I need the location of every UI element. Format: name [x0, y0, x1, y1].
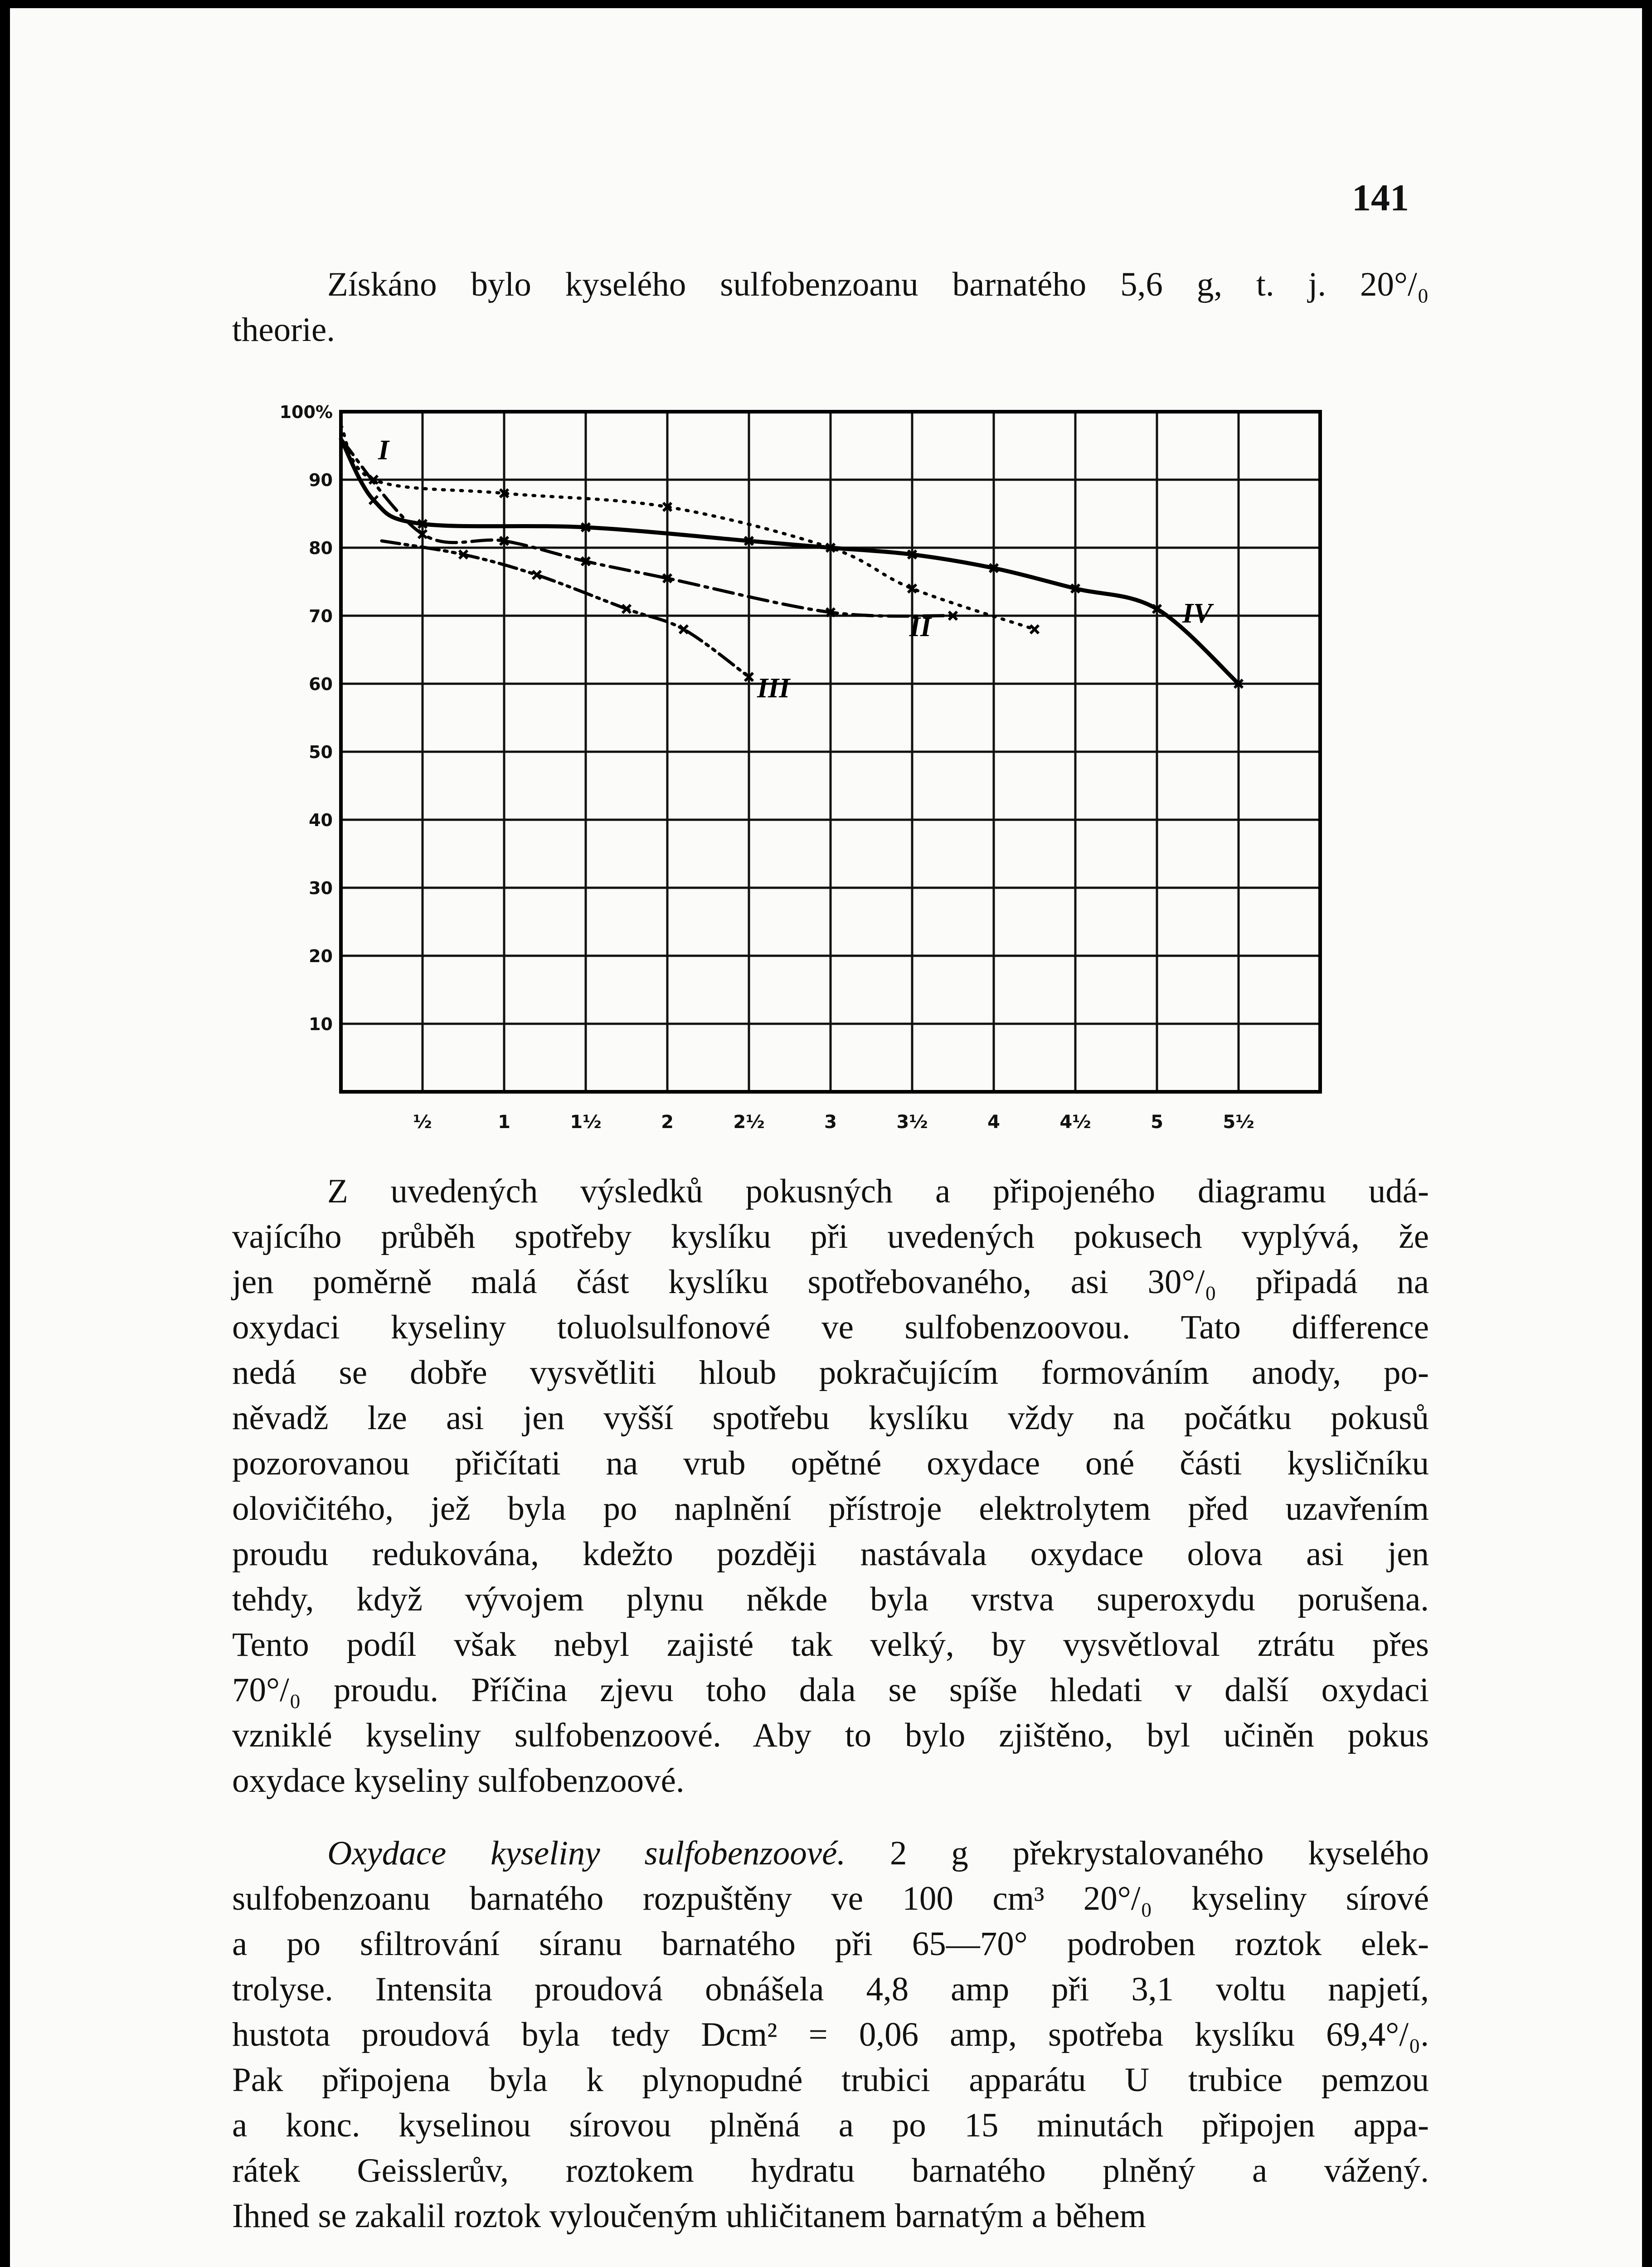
x-tick-label: 4 [987, 1112, 1000, 1133]
body-line: vzniklé kyseliny sulfobenzoové. Aby to bylo zjištěno, byl učiněn pokus [232, 1717, 1429, 1754]
series-line-IV [341, 439, 1239, 684]
body-line: Ihned se zakalil roztok vyloučeným uhličitanem barnatým a během [232, 2197, 1146, 2235]
intro-line: Získáno bylo kyselého sulfobenzoanu barnatého 5,6 g, t. j. 20°/₀ [327, 266, 1429, 303]
y-tick-label: 40 [309, 810, 333, 830]
intro-line: theorie. [232, 311, 335, 349]
y-tick-label: 20 [309, 946, 333, 966]
body-line: Z uvedených výsledků pokusných a připojeného diagramu udá- [327, 1172, 1429, 1210]
body-line: a konc. kyselinou sírovou plněná a po 15 minutách připojen appa- [232, 2106, 1429, 2144]
body-line: oxydace kyseliny sulfobenzoové. [232, 1762, 685, 1800]
intro-paragraph [232, 262, 1429, 353]
x-tick-label: 2½ [733, 1112, 765, 1133]
body-line: pozorovanou přičítati na vrub opětné oxydace oné části kysličníku [232, 1445, 1429, 1482]
x-tick-label: 5½ [1223, 1112, 1254, 1133]
x-tick-label: ½ [413, 1112, 432, 1133]
series-point-I [1030, 625, 1039, 633]
x-tick-label: 5 [1151, 1112, 1163, 1133]
series-line-III [382, 541, 749, 677]
series-label-III: III [757, 673, 790, 704]
y-tick-label: 70 [309, 606, 333, 626]
body-line: vajícího průběh spotřeby kyslíku při uvedených pokusech vyplývá, že [232, 1218, 1429, 1255]
series-label-IV: IV [1182, 598, 1212, 629]
body-line: rátek Geisslerův, roztokem hydratu barnatého plněný a vážený. [232, 2152, 1429, 2189]
y-tick-label: 10 [309, 1014, 333, 1034]
x-tick-label: 1½ [570, 1112, 602, 1133]
oxygen-consumption-chart [277, 398, 1356, 1142]
body-line: Pak připojena byla k plynopudné trubici apparátu U trubice pemzou [232, 2061, 1429, 2099]
body-line: 70°/₀ proudu. Příčina zjevu toho dala se spíše hledati v další oxydaci [232, 1671, 1429, 1709]
y-tick-label: 90 [309, 470, 333, 490]
body-line: jen poměrně malá část kyslíku spotřebovaného, asi 30°/₀ připadá na [232, 1263, 1429, 1301]
paragraph-results [232, 1169, 1429, 1804]
body-line: trolyse. Intensita proudová obnášela 4,8 amp při 3,1 voltu napjetí, [232, 1970, 1429, 2008]
series-label-II: II [909, 612, 932, 642]
body-line: olovičitého, jež byla po naplnění přístroje elektrolytem před uzavřením [232, 1490, 1429, 1528]
y-tick-label: 60 [309, 674, 333, 694]
series-line-II [341, 439, 953, 616]
series-label-I: I [378, 435, 389, 466]
x-tick-label: 4½ [1059, 1112, 1091, 1133]
y-tick-label: 30 [309, 878, 333, 898]
section-first-line [232, 1831, 1429, 1876]
body-line: tehdy, když vývojem plynu někde byla vrstva superoxydu porušena. [232, 1581, 1429, 1618]
x-tick-label: 3 [824, 1112, 837, 1133]
body-line: sulfobenzoanu barnatého rozpuštěny ve 100 cm³ 20°/₀ kyseliny sírové [232, 1880, 1429, 1917]
y-tick-label: 100% [279, 402, 333, 422]
document-page [10, 8, 1642, 2267]
x-tick-label: 2 [661, 1112, 674, 1133]
y-tick-label: 80 [309, 538, 333, 558]
chart-svg [277, 398, 1356, 1142]
y-tick-label: 50 [309, 742, 333, 762]
body-line: oxydaci kyseliny toluolsulfonové ve sulfobenzoovou. Tato difference [232, 1309, 1429, 1346]
x-tick-label: 1 [498, 1112, 510, 1133]
page-number: 141 [1352, 177, 1409, 219]
body-line: proudu redukována, kdežto později nastávala oxydace olova asi jen [232, 1535, 1429, 1573]
paragraph-oxidation [232, 1831, 1429, 2239]
body-line: hustota proudová byla tedy Dcm² = 0,06 amp, spotřeba kyslíku 69,4°/₀. [232, 2016, 1429, 2053]
body-line: něvadž lze asi jen vyšší spotřebu kyslíku vždy na počátku pokusů [232, 1399, 1429, 1437]
body-line: a po sfiltrování síranu barnatého při 65—70° podroben roztok elek- [232, 1925, 1429, 1963]
x-tick-label: 3½ [896, 1112, 928, 1133]
section-title: Oxydace kyseliny sulfobenzoové. [327, 1834, 846, 1872]
body-line: Tento podíl však nebyl zajisté tak velký, by vysvětloval ztrátu přes [232, 1626, 1429, 1664]
body-line-rest: 2 g překrystalovaného kyselého [889, 1834, 1429, 1872]
body-line: nedá se dobře vysvětliti hloub pokračujícím formováním anody, po- [232, 1354, 1429, 1391]
